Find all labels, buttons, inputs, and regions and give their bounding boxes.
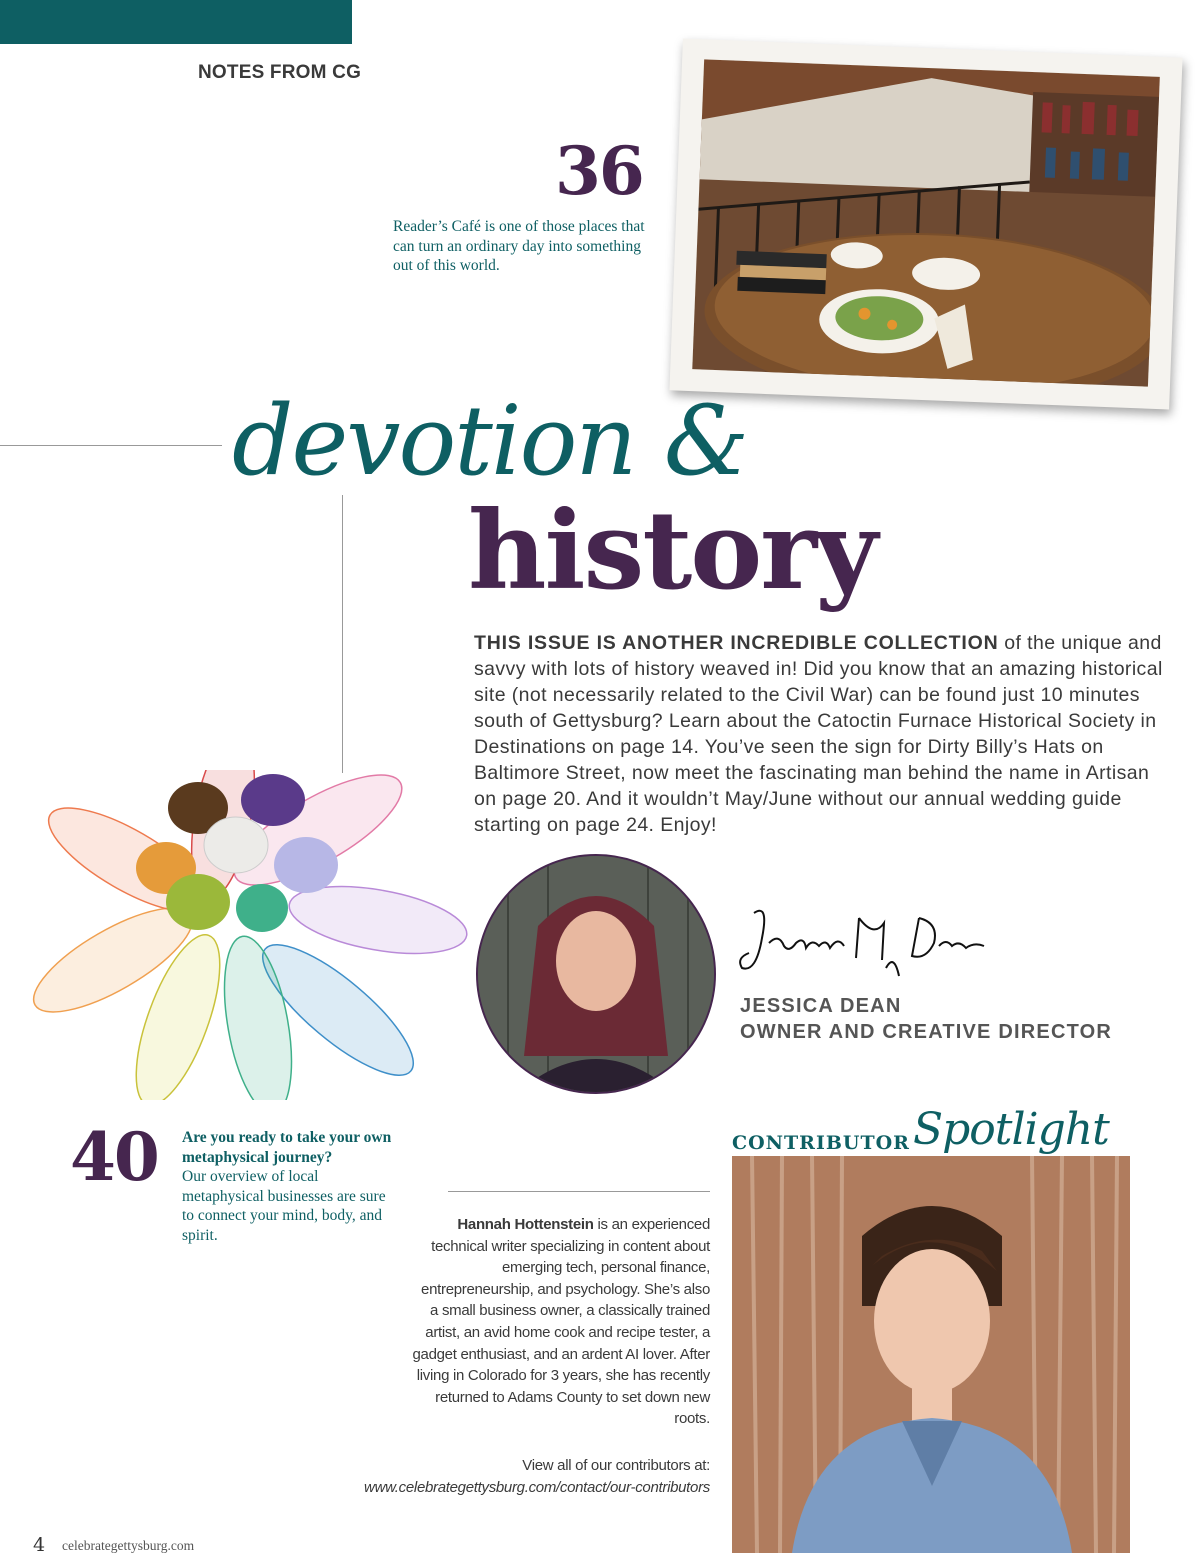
feature-teaser-2 <box>182 1128 392 1245</box>
crystals-on-leaves-image <box>18 770 468 1100</box>
contributor-bio-text: is an experienced technical writer specializing in content about emerging tech, personal finance, entrepreneurship, and psychology. She’s also a small business owner, a classically trained artist, an avid home cook and recipe tester, a gadget enthusiast, and an ardent AI lover. After living in Colorado for 3 years, she has recently returned to Adams County to set down new roots. <box>412 1216 710 1428</box>
contributors-link[interactable]: www.celebrategettysburg.com/contact/our-contributors <box>364 1478 710 1496</box>
contributors-link-label: View all of our contributors at: <box>522 1457 710 1474</box>
cafe-photo <box>669 39 1182 410</box>
headline-line-2: history <box>468 488 876 614</box>
headline-line-1: devotion & <box>232 385 748 497</box>
footer-page-number: 4 <box>33 1534 46 1556</box>
editor-portrait <box>476 854 716 1094</box>
intro-lead: THIS ISSUE IS ANOTHER INCREDIBLE COLLECTION <box>474 632 999 654</box>
feature-teaser: Reader’s Café is one of those places that can turn an ordinary day into something out of this world. <box>393 218 645 274</box>
contributor-bio <box>410 1214 710 1430</box>
headline-rule <box>0 445 222 446</box>
feature-teaser-2-body: Our overview of local metaphysical businesses are sure to connect your mind, body, and spirit. <box>182 1168 386 1244</box>
feature-page-number-2: 40 <box>70 1118 158 1196</box>
contributors-link-block <box>330 1455 710 1498</box>
intro-body: of the unique and savvy with lots of history weaved in! Did you know that an amazing historical site (not necessarily related to the Civil War) can be found just 10 minutes south of Gettysburg? Learn about the Catoctin Furnace Historical Society in Destinations on page 14. You’ve seen the sign for Dirty Billy’s Hats on Baltimore Street, now meet the fascinating man behind the name in Artisan on page 20. And it wouldn’t May/June without our annual wedding guide starting on page 24. Enjoy! <box>474 632 1163 836</box>
contributor-name: Hannah Hottenstein <box>457 1216 594 1233</box>
contributor-heading: CONTRIBUTOR <box>732 1132 910 1154</box>
contributor-photo <box>732 1156 1130 1553</box>
editor-title: OWNER AND CREATIVE DIRECTOR <box>740 1021 1113 1043</box>
contributor-heading-script: Spotlight <box>913 1104 1109 1155</box>
feature-teaser-2-lead: Are you ready to take your own metaphysical journey? <box>182 1129 392 1166</box>
vertical-rule <box>342 495 343 773</box>
top-accent-bar <box>0 0 352 44</box>
section-label: NOTES FROM CG <box>198 62 362 83</box>
editor-signature <box>734 898 994 988</box>
cafe-photo-image <box>692 59 1160 386</box>
editor-credit <box>740 993 1112 1045</box>
contributor-rule <box>448 1191 710 1192</box>
editor-name: JESSICA DEAN <box>740 995 902 1017</box>
intro-paragraph <box>474 630 1174 838</box>
footer-site: celebrategettysburg.com <box>62 1538 195 1553</box>
feature-page-number: 36 <box>555 132 643 210</box>
